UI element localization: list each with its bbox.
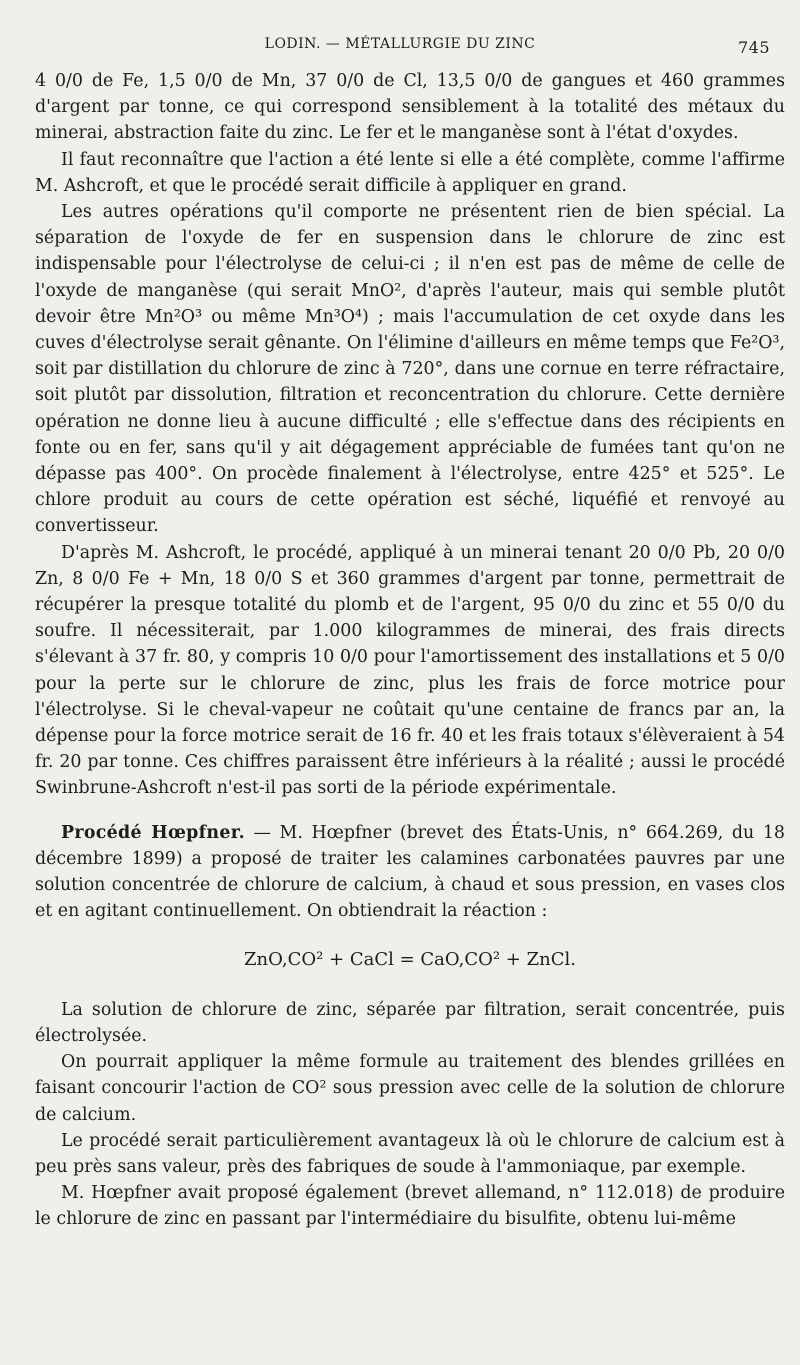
- body-text: [35, 68, 785, 1233]
- paragraph: On pourrait appliquer la même formule au traitement des blendes grillées en faisant concourir l'action de CO² sous pression avec celle de la solution de chlorure de calcium.: [35, 1052, 785, 1125]
- paragraph: Il faut reconnaître que l'action a été lente si elle a été complète, comme l'affirme M. Ashcroft, et que le procédé serait difficile à appliquer en grand.: [35, 149, 785, 196]
- paragraph: M. Hœpfner avait proposé également (brevet allemand, n° 112.018) de produire le chlorure de zinc en passant par l'intermédiaire du bisulfite, obtenu lui-même: [35, 1183, 785, 1230]
- paragraph: D'après M. Ashcroft, le procédé, appliqué à un minerai tenant 20 0/0 Pb, 20 0/0 Zn, 8 0/0 Fe + Mn, 18 0/0 S et 360 grammes d'argent par tonne, permettrait de récupérer la presque totalité du plomb et de l'argent, 95 0/0 du zinc et 55 0/0 du soufre. Il nécessiterait, par 1.000 kilogrammes de minerai, des frais directs s'élevant à 37 fr. 80, y compris 10 0/0 pour l'amortissement des installations et 5 0/0 pour la perte sur le chlorure de zinc, plus les frais de force motrice pour l'électrolyse. Si le cheval-vapeur ne coûtait qu'une centaine de francs par an, la dépense pour la force motrice serait de 16 fr. 40 et les frais totaux s'élèveraient à 54 fr. 20 par tonne. Ces chiffres paraissent être inférieurs à la réalité ; aussi le procédé Swinbrune-Ashcroft n'est-il pas sorti de la période expérimentale.: [35, 542, 785, 799]
- running-title: LODIN. — MÉTALLURGIE DU ZINC: [264, 36, 536, 52]
- paragraph: Le procédé serait particulièrement avantageux là où le chlorure de calcium est à peu près sans valeur, près des fabriques de soude à l'ammoniaque, par exemple.: [35, 1130, 785, 1177]
- page-header: [0, 36, 800, 56]
- paragraph: La solution de chlorure de zinc, séparée par filtration, serait concentrée, puis électrolysée.: [35, 999, 785, 1046]
- page-number: 745: [737, 38, 770, 57]
- paragraph: Les autres opérations qu'il comporte ne présentent rien de bien spécial. La séparation de l'oxyde de fer en suspension dans le chlorure de zinc est indispensable pour l'électrolyse de celui-ci ; il n'en est pas de même de celle de l'oxyde de manganèse (qui serait MnO², d'après l'auteur, mais qui semble plutôt devoir être Mn²O³ ou même Mn³O⁴) ; mais l'accumulation de cet oxyde dans les cuves d'électrolyse serait gênante. On l'élimine d'ailleurs en même temps que Fe²O³, soit par distillation du chlorure de zinc à 720°, dans une cornue en terre réfractaire, soit plutôt par dissolution, filtration et reconcentration du chlorure. Cette dernière opération ne donne lieu à aucune difficulté ; elle s'effectue dans des récipients en fonte ou en fer, sans qu'il y ait dégagement appréciable de fumées tant qu'on ne dépasse pas 400°. On procède finalement à l'électrolyse, entre 425° et 525°. Le chlore produit au cours de cette opération est séché, liquéfié et renvoyé au convertisseur.: [35, 202, 785, 537]
- paragraph: 4 0/0 de Fe, 1,5 0/0 de Mn, 37 0/0 de Cl, 13,5 0/0 de gangues et 460 grammes d'argent par tonne, ce qui correspond sensiblement à la totalité des métaux du minerai, abstraction faite du zinc. Le fer et le manganèse sont à l'état d'oxydes.: [35, 71, 785, 144]
- section-intro: — M. Hœpfner (brevet des États-Unis, n° 664.269, du 18 décembre 1899) a proposé de traiter les calamines carbonatées pauvres par une solution concentrée de chlorure de calcium, à chaud et sous pression, en vases clos et en agitant continuellement. On obtiendrait la réaction :: [35, 822, 785, 922]
- chemical-formula: ZnO,CO² + CaCl = CaO,CO² + ZnCl.: [244, 948, 576, 970]
- section-intro-paragraph: [35, 820, 785, 925]
- section-title: Procédé Hœpfner.: [61, 822, 245, 843]
